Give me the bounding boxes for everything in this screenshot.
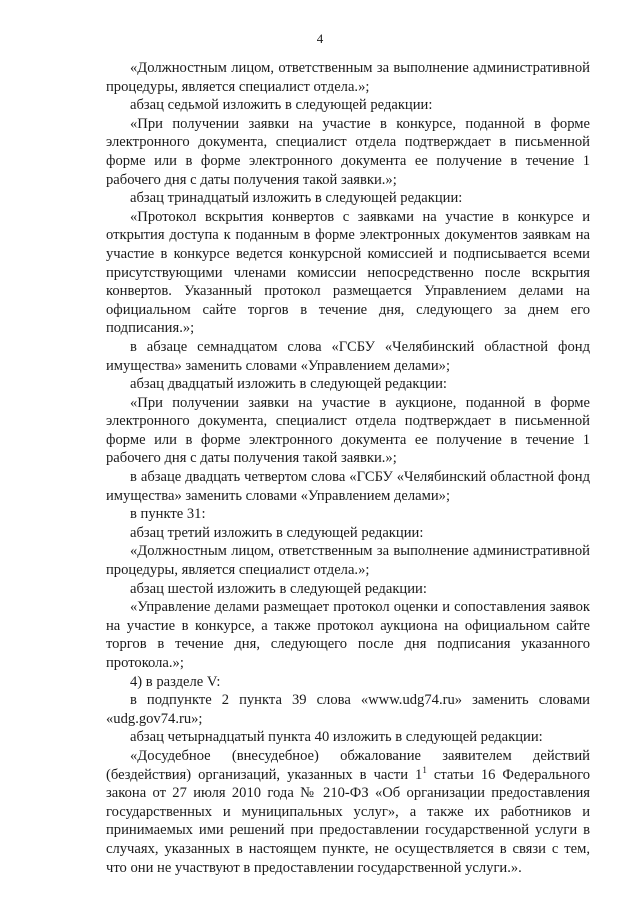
paragraph-5: «Протокол вскрытия конвертов с заявками на участие в конкурсе и открытия доступа к поданным в форме электронных документов заявкам на участие в конкурсе ведется конкурсной комиссией и подписывается всеми присутствующими членами комиссии непосредственно после вскрытия конвертов. Указанный протокол размещается Управлением делами на официальном сайте торгов в течение дня, следующего за днем его подписания.»;	[106, 208, 590, 337]
paragraph-10: в пункте 31:	[130, 506, 206, 523]
paragraph-2: абзац седьмой изложить в следующей редакции:	[130, 97, 433, 114]
paragraph-18-end: статьи 16 Федерального закона от 27 июля 2010 года № 210-ФЗ «Об организации предоставления государственных и муниципальных услуг», а также их работников и принимаемых ими решений при предоставлении государственной услуги в случаях, указанных в настоящем пункте, не осуществляется в связи с тем, что они не участвуют в предоставлении государственной услуги.».	[106, 766, 591, 876]
paragraph-4: абзац тринадцатый изложить в следующей редакции:	[130, 190, 463, 207]
paragraph-11: абзац третий изложить в следующей редакции:	[130, 524, 424, 541]
paragraph-8: «При получении заявки на участие в аукционе, поданной в форме электронного документа, специалист отдела подтверждает в письменной форме или в форме электронного документа ее получение в течение 1 рабочего дня с даты получения такой заявки.»;	[106, 394, 590, 467]
paragraph-16: в подпункте 2 пункта 39 слова «www.udg74.ru» заменить словами «udg.gov74.ru»;	[106, 692, 590, 727]
page-number: 4	[316, 31, 324, 46]
paragraph-18	[106, 747, 590, 877]
paragraph-3: «При получении заявки на участие в конкурсе, поданной в форме электронного документа, специалист отдела подтверждает в письменной форме или в форме электронного документа ее получение в течение 1 рабочего дня с даты получения такой заявки.»;	[106, 115, 590, 188]
paragraph-13: абзац шестой изложить в следующей редакции:	[130, 580, 427, 597]
paragraph-15: 4) в разделе V:	[130, 673, 221, 690]
paragraph-1: «Должностным лицом, ответственным за выполнение административной процедуры, является специалист отдела.»;	[106, 60, 590, 95]
paragraph-17: абзац четырнадцатый пункта 40 изложить в следующей редакции:	[130, 729, 543, 746]
paragraph-14: «Управление делами размещает протокол оценки и сопоставления заявок на участие в конкурсе, а также протокол аукциона на официальном сайте торгов в течение дня, следующего после дня подписания указанного протокола.»;	[106, 599, 590, 671]
paragraph-7: абзац двадцатый изложить в следующей редакции:	[130, 376, 447, 393]
superscript-one: 1	[422, 764, 427, 775]
document-body	[106, 59, 590, 877]
paragraph-12: «Должностным лицом, ответственным за выполнение административной процедуры, является специалист отдела.»;	[106, 543, 590, 579]
paragraph-18-start: «Досудебное (внесудебное) обжалование заявителем действий (бездействия) организаций, указанных в части 1	[106, 747, 590, 783]
paragraph-9: в абзаце двадцать четвертом слова «ГСБУ «Челябинский областной фонд имущества» заменить словами «Управлением делами»;	[106, 469, 590, 504]
paragraph-6: в абзаце семнадцатом слова «ГСБУ «Челябинский областной фонд имущества» заменить словами «Управлением делами»;	[106, 338, 590, 374]
